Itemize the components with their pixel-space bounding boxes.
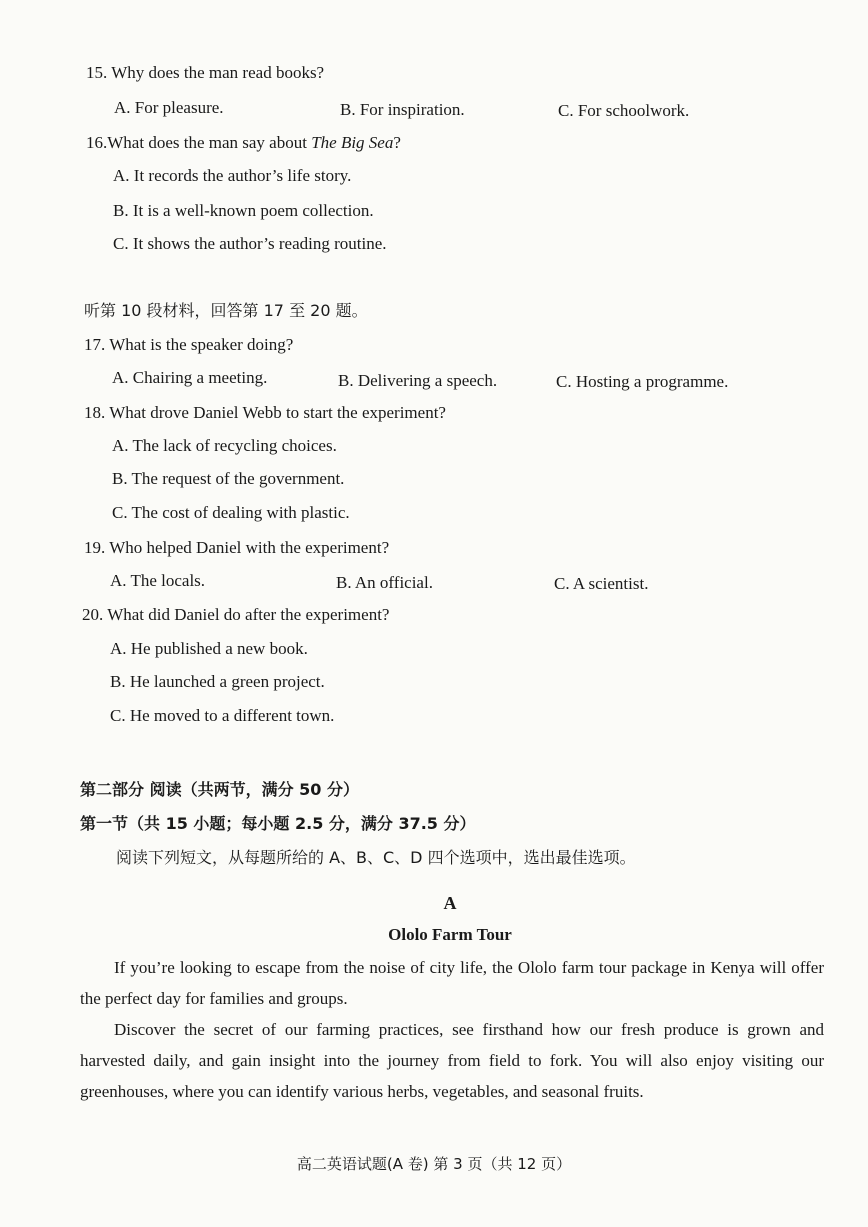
question-18-option-b: B. The request of the government. [112,469,345,488]
question-19-option-c: C. A scientist. [554,574,649,593]
book-title: The Big Sea [311,133,394,152]
reading-part-title: 第二部分 阅读（共两节，满分 50 分） [80,780,359,799]
question-15-stem: 15. Why does the man read books? [86,63,325,82]
reading-instruction: 阅读下列短文，从每题所给的 A、B、C、D 四个选项中，选出最佳选项。 [116,848,636,867]
question-18-stem: 18. What drove Daniel Webb to start the experiment? [84,403,446,422]
question-18-option-a: A. The lack of recycling choices. [112,436,337,455]
question-16-stem-suffix: ? [393,133,401,152]
question-20-option-a: A. He published a new book. [110,639,308,658]
passage-paragraph-1: If you’re looking to escape from the noise of city life, the Ololo farm tour package in Kenya will offer the perfect day for families and groups. [80,958,824,1008]
question-16-option-a: A. It records the author’s life story. [113,166,352,185]
question-15-option-c: C. For schoolwork. [558,101,690,120]
question-20-stem: 20. What did Daniel do after the experiment? [82,605,390,624]
question-16-option-b: B. It is a well-known poem collection. [113,201,374,220]
question-19-stem: 19. Who helped Daniel with the experiment? [84,538,390,557]
question-17-option-b: B. Delivering a speech. [338,371,498,390]
question-16-stem-prefix: 16.What does the man say about [86,133,312,152]
listening-section-10-instruction: 听第 10 段材料，回答第 17 至 20 题。 [84,301,368,320]
question-15-option-a: A. For pleasure. [114,98,224,117]
page-footer: 高二英语试题(A 卷) 第 3 页（共 12 页） [296,1155,572,1173]
question-18-option-c: C. The cost of dealing with plastic. [112,503,350,522]
question-17-stem: 17. What is the speaker doing? [84,335,294,354]
question-15-option-b: B. For inspiration. [340,100,465,119]
question-16-stem [86,132,401,154]
question-16-option-c: C. It shows the author’s reading routine. [113,234,387,253]
question-20-option-c: C. He moved to a different town. [110,706,335,725]
passage-paragraph-2: Discover the secret of our farming practices, see firsthand how our fresh produce is grown and harvested daily, and gain insight into the journey from field to fork. You will also enjoy visiting our greenhouses, where you can identify various herbs, vegetables, and seasonal fruits. [80,1020,824,1101]
passage-title: Ololo Farm Tour [388,925,512,944]
reading-section-title: 第一节（共 15 小题；每小题 2.5 分，满分 37.5 分） [80,814,476,833]
question-20-option-b: B. He launched a green project. [110,672,325,691]
question-17-option-a: A. Chairing a meeting. [112,368,268,387]
question-19-option-a: A. The locals. [110,571,206,590]
passage-body [80,952,824,1107]
passage-letter: A [443,893,457,913]
question-19-option-b: B. An official. [336,573,433,592]
question-17-option-c: C. Hosting a programme. [556,372,729,391]
